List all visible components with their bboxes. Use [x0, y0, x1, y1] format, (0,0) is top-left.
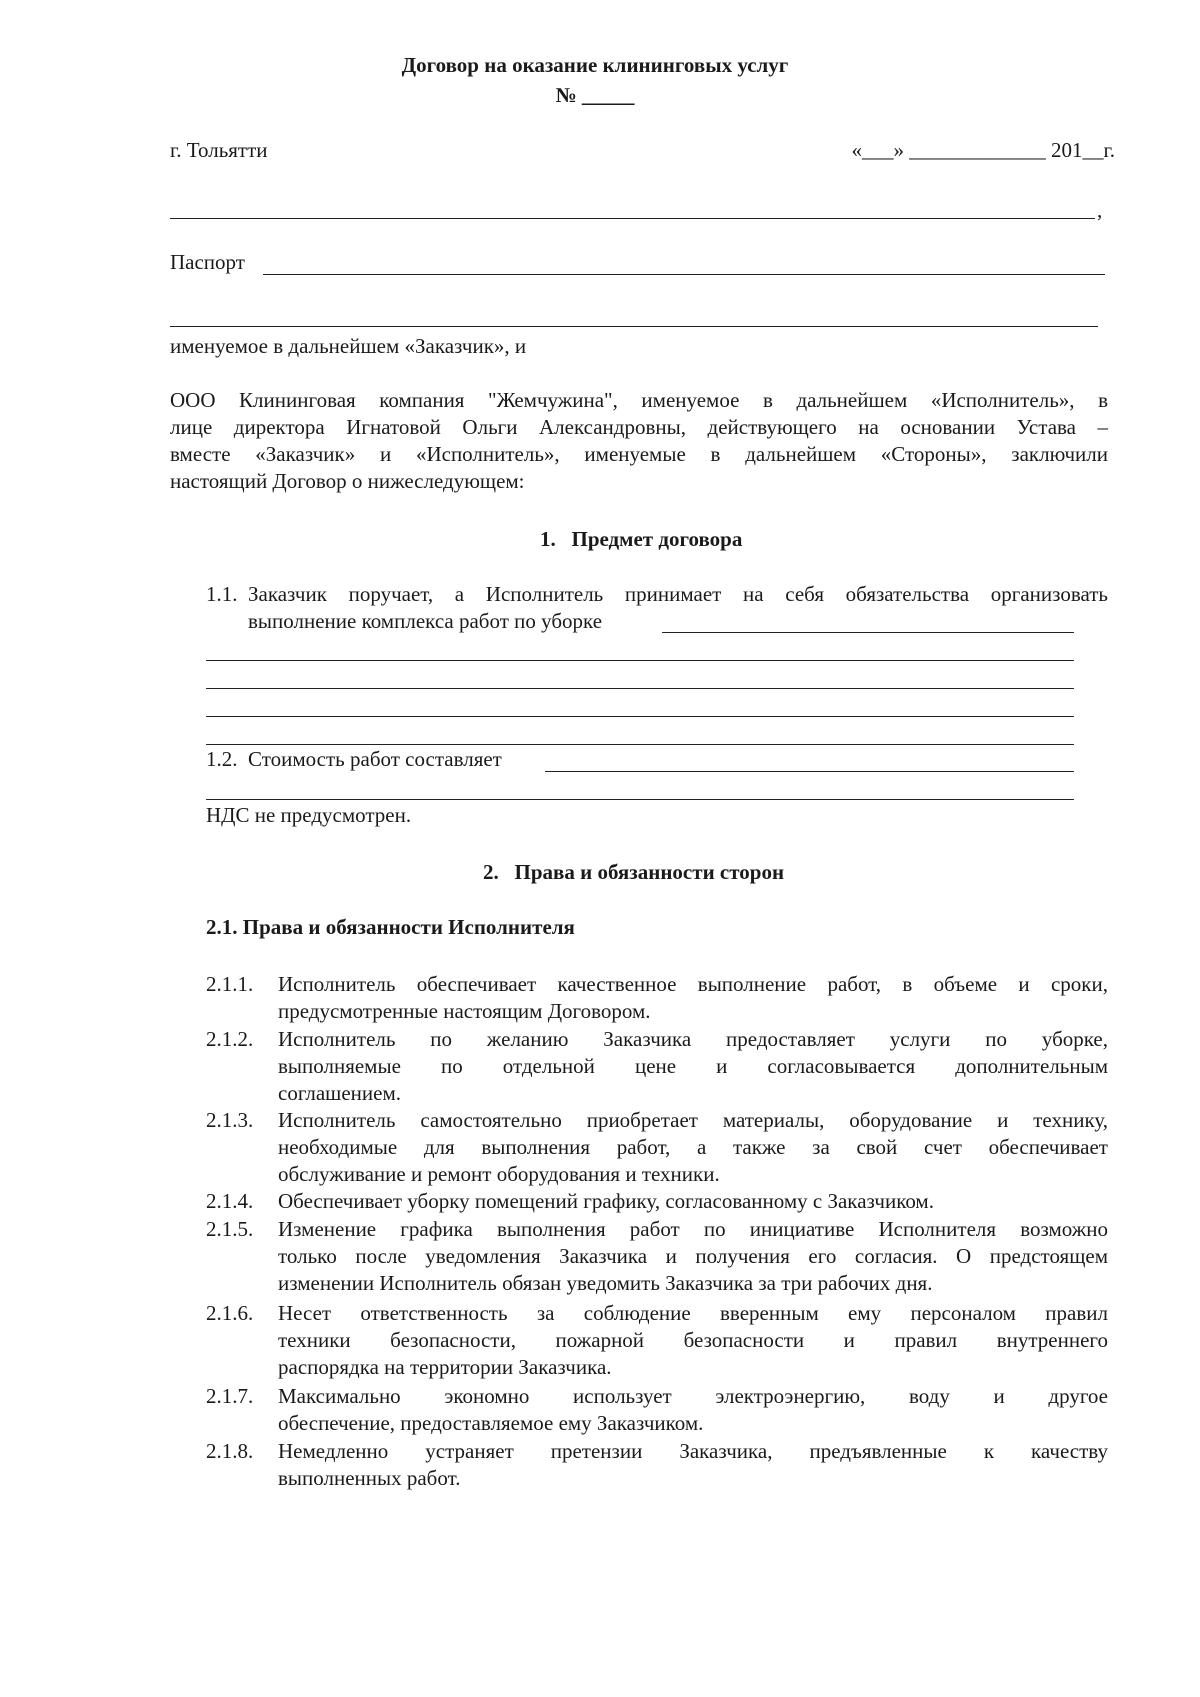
customer-name-blank — [170, 218, 1095, 219]
cleaning-scope-blank — [206, 744, 1074, 745]
item-number: 2.1.8. — [206, 1439, 254, 1463]
item-line: Обеспечивает уборку помещений графику, согласованному с Заказчиком. — [278, 1189, 934, 1213]
item-line: Максимально экономно использует электроэнергию, воду и другое — [278, 1384, 1108, 1408]
preamble — [170, 387, 1108, 495]
city: г. Тольятти — [170, 138, 268, 162]
comma: , — [1097, 198, 1103, 222]
item-line: Изменение графика выполнения работ по инициативе Исполнителя возможно — [278, 1217, 1108, 1241]
item-1-1-line: выполнение комплекса работ по уборке — [248, 609, 603, 633]
preamble-line: лице директора Игнатовой Ольги Александровны, действующего на основании Устава – — [170, 415, 1108, 439]
section-2-title: 2. Права и обязанности сторон — [483, 860, 785, 884]
passport-blank-2 — [170, 326, 1098, 327]
cost-blank-2 — [206, 799, 1074, 800]
item-line: Исполнитель обеспечивает качественное выполнение работ, в объеме и сроки, — [278, 972, 1108, 996]
item-line: только после уведомления Заказчика и получения его согласия. О предстоящем — [278, 1244, 1108, 1268]
item-line: обслуживание и ремонт оборудования и техники. — [278, 1162, 720, 1186]
document-title: Договор на оказание клининговых услуг — [401, 53, 789, 77]
item-line: Несет ответственность за соблюдение вверенным ему персоналом правил — [278, 1301, 1108, 1325]
item-line: Немедленно устраняет претензии Заказчика, предъявленные к качеству — [278, 1439, 1108, 1463]
contract-number: № _____ — [555, 83, 635, 107]
cleaning-scope-blank — [206, 688, 1074, 689]
item-line: Исполнитель самостоятельно приобретает материалы, оборудование и технику, — [278, 1108, 1108, 1132]
cleaning-scope-blank — [662, 632, 1074, 633]
cleaning-scope-blank — [206, 660, 1074, 661]
passport-label: Паспорт — [170, 250, 245, 274]
preamble-line: ООО Клининговая компания "Жемчужина", именуемое в дальнейшем «Исполнитель», в — [170, 388, 1108, 412]
item-1-1-number: 1.1. — [206, 582, 238, 606]
customer-designation: именуемое в дальнейшем «Заказчик», и — [170, 334, 527, 358]
item-number: 2.1.4. — [206, 1189, 254, 1213]
passport-blank — [263, 274, 1105, 275]
item-line: предусмотренные настоящим Договором. — [278, 999, 651, 1023]
item-number: 2.1.5. — [206, 1217, 254, 1241]
item-line: изменении Исполнитель обязан уведомить Заказчика за три рабочих дня. — [278, 1271, 933, 1295]
item-line: Исполнитель по желанию Заказчика предоставляет услуги по уборке, — [278, 1027, 1108, 1051]
item-line: необходимые для выполнения работ, а также за свой счет обеспечивает — [278, 1135, 1108, 1159]
preamble-line: настоящий Договор о нижеследующем: — [170, 469, 525, 493]
list-item — [278, 1216, 1108, 1297]
item-line: выполняемые по отдельной цене и согласовывается дополнительным — [278, 1054, 1108, 1078]
cleaning-scope-blank — [206, 716, 1074, 717]
item-line: распорядка на территории Заказчика. — [278, 1355, 612, 1379]
item-number: 2.1.6. — [206, 1301, 254, 1325]
item-1-2-text: Стоимость работ составляет — [248, 747, 502, 771]
list-item — [278, 1107, 1108, 1188]
vat-note: НДС не предусмотрен. — [206, 803, 412, 827]
list-item — [278, 1300, 1108, 1381]
item-line: техники безопасности, пожарной безопасности и правил внутреннего — [278, 1328, 1108, 1352]
date-line: «___» _____________ 201__г. — [851, 138, 1115, 162]
item-number: 2.1.7. — [206, 1384, 254, 1408]
section-2-1-subtitle: 2.1. Права и обязанности Исполнителя — [206, 915, 575, 939]
list-item — [278, 1188, 1108, 1215]
item-1-1-line: Заказчик поручает, а Исполнитель принимает на себя обязательства организовать — [248, 582, 1108, 606]
section-1-title: 1. Предмет договора — [540, 527, 743, 551]
item-line: обеспечение, предоставляемое ему Заказчиком. — [278, 1411, 704, 1435]
item-number: 2.1.1. — [206, 972, 254, 996]
cost-blank — [545, 771, 1074, 772]
item-1-2-number: 1.2. — [206, 747, 238, 771]
list-item — [278, 1383, 1108, 1437]
list-item — [278, 971, 1108, 1025]
item-number: 2.1.2. — [206, 1027, 254, 1051]
list-item — [278, 1438, 1108, 1492]
list-item — [278, 1026, 1108, 1107]
preamble-line: вместе «Заказчик» и «Исполнитель», именуемые в дальнейшем «Стороны», заключили — [170, 442, 1108, 466]
item-line: выполненных работ. — [278, 1466, 461, 1490]
item-number: 2.1.3. — [206, 1108, 254, 1132]
item-1-1-text — [248, 581, 1108, 608]
item-line: соглашением. — [278, 1081, 401, 1105]
